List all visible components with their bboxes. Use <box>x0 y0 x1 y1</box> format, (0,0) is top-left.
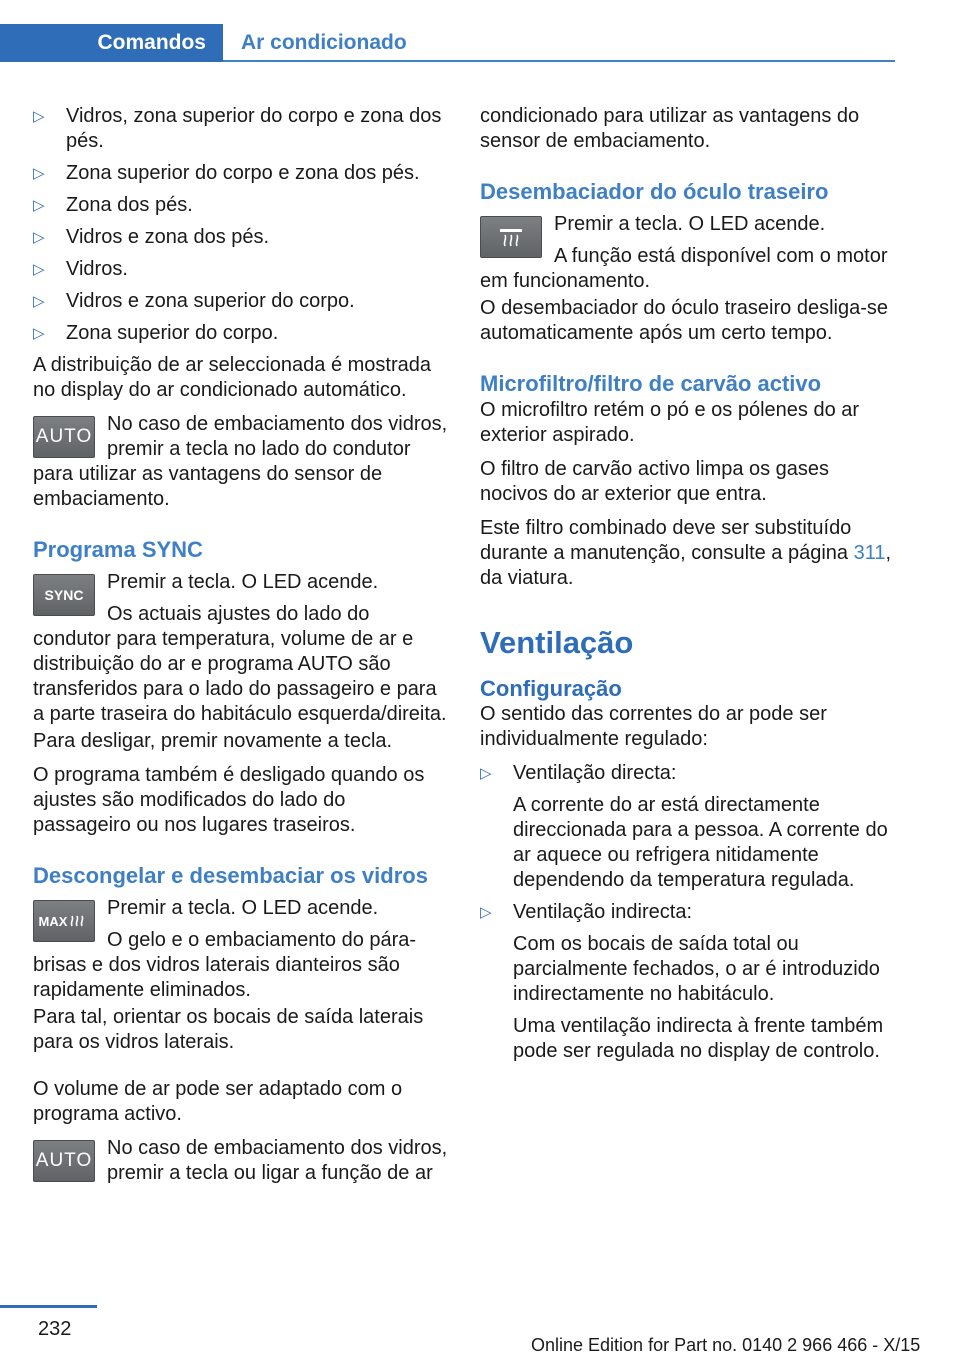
list-item: ▷ Vidros, zona superior do corpo e zona dos pés. <box>33 105 442 152</box>
auto-key-icon: AUTO <box>33 1140 95 1182</box>
sync-key-icon: SYNC <box>33 574 95 616</box>
section-heading: Desembaciador do óculo traseiro <box>480 179 829 204</box>
section-heading: Programa SYNC <box>33 537 203 562</box>
paragraph: A distribuição de ar seleccionada é mostrada no display do ar condicionado automático. <box>33 354 432 401</box>
paragraph: No caso de embaciamento dos vidros, premir a tecla no lado do condutor para utilizar as vantagens do sensor de embaciamento. <box>33 413 448 510</box>
triangle-bullet-icon: ▷ <box>33 293 45 310</box>
page-header <box>0 24 895 62</box>
paragraph: O gelo e o embaciamento do pára-brisas e dos vidros laterais dianteiros são rapidamente eliminados. <box>33 929 417 1001</box>
rear-window-defroster-key-icon <box>480 216 542 258</box>
paragraph: O microfiltro retém o pó e os pólenes do ar exterior aspirado. <box>480 399 860 446</box>
triangle-bullet-icon: ▷ <box>33 229 45 246</box>
paragraph: Este filtro combinado deve ser substituído durante a manutenção, consulte a página 311, da viatura. <box>480 517 892 589</box>
paragraph: Para desligar, premir novamente a tecla. <box>33 730 393 752</box>
paragraph: O volume de ar pode ser adaptado com o programa activo. <box>33 1078 403 1125</box>
auto-key-icon: AUTO <box>33 416 95 458</box>
paragraph: O sentido das correntes do ar pode ser individualmente regulado: <box>480 703 827 750</box>
list-item: ▷ Zona superior do corpo. <box>33 322 279 344</box>
list-item-body: A corrente do ar está directamente direccionada para a pessoa. A corrente do ar aquece ou refrigera nitidamente dependendo da temperatura regulada. <box>513 794 888 891</box>
list-item: ▷ Vidros e zona superior do corpo. <box>33 290 355 312</box>
sync-button-block <box>33 570 448 727</box>
triangle-bullet-icon: ▷ <box>33 197 45 214</box>
header-divider <box>223 60 895 62</box>
paragraph: No caso de embaciamento dos vidros, premir a tecla ou ligar a função de ar <box>107 1137 448 1184</box>
paragraph: Premir a tecla. O LED acende. <box>107 897 379 919</box>
paragraph: Para tal, orientar os bocais de saída laterais para os vidros laterais. <box>33 1006 424 1053</box>
list-item: ▷ Vidros e zona dos pés. <box>33 226 270 248</box>
section-heading: Descongelar e desembaciar os vidros <box>33 863 428 888</box>
section-tab-ar-condicionado[interactable]: Ar condicionado <box>241 31 407 54</box>
paragraph: Premir a tecla. O LED acende. <box>107 571 379 593</box>
chapter-heading: Ventilação <box>480 625 634 660</box>
right-column <box>480 104 895 1071</box>
max-button-block <box>33 896 448 1003</box>
paragraph: Os actuais ajustes do lado do condutor para temperatura, volume de ar e distribuição do ar e programa AUTO são transferidos para o lado do passageiro e para a parte traseira do habitáculo esquerda/direita. <box>33 603 447 725</box>
triangle-bullet-icon: ▷ <box>480 904 492 921</box>
windshield-heat-icon <box>69 914 89 928</box>
paragraph: O desembaciador do óculo traseiro desliga-se automaticamente após um certo tempo. <box>480 297 888 344</box>
section-tab-comandos[interactable]: Comandos <box>0 24 223 62</box>
footer-rule <box>0 1305 97 1308</box>
subsection-heading: Configuração <box>480 676 622 701</box>
rear-defroster-block <box>480 212 895 294</box>
list-item-body: Uma ventilação indirecta à frente também pode ser regulada no display de controlo. <box>513 1015 884 1062</box>
list-item: ▷ Zona superior do corpo e zona dos pés. <box>33 162 420 184</box>
triangle-bullet-icon: ▷ <box>33 325 45 342</box>
auto-button-block <box>33 1136 448 1186</box>
edition-note: Online Edition for Part no. 0140 2 966 466 - X/15 <box>531 1335 921 1355</box>
paragraph: A função está disponível com o motor em funcionamento. <box>480 245 888 292</box>
list-item: ▷ Zona dos pés. <box>33 194 193 216</box>
list-item: ▷ Ventilação indirecta: <box>480 901 693 923</box>
section-heading: Microfiltro/filtro de carvão activo <box>480 371 822 396</box>
triangle-bullet-icon: ▷ <box>33 165 45 182</box>
triangle-bullet-icon: ▷ <box>33 108 45 125</box>
triangle-bullet-icon: ▷ <box>33 261 45 278</box>
list-item: ▷ Vidros. <box>33 258 128 280</box>
left-column <box>33 104 448 1195</box>
page-link[interactable]: 311 <box>853 542 886 564</box>
paragraph: Premir a tecla. O LED acende. <box>554 213 826 235</box>
max-defrost-key-icon: MAX <box>33 900 95 942</box>
triangle-bullet-icon: ▷ <box>480 765 492 782</box>
paragraph: condicionado para utilizar as vantagens do sensor de embaciamento. <box>480 105 860 152</box>
paragraph: O filtro de carvão activo limpa os gases nocivos do ar exterior que entra. <box>480 458 830 505</box>
paragraph: O programa também é desligado quando os ajustes são modificados do lado do passageiro ou nos lugares traseiros. <box>33 764 425 836</box>
auto-button-block <box>33 412 448 512</box>
page-number: 232 <box>38 1318 72 1340</box>
list-item: ▷ Ventilação directa: <box>480 762 677 784</box>
list-item-body: Com os bocais de saída total ou parcialmente fechados, o ar é introduzido indirectamente no habitáculo. <box>513 933 880 1005</box>
